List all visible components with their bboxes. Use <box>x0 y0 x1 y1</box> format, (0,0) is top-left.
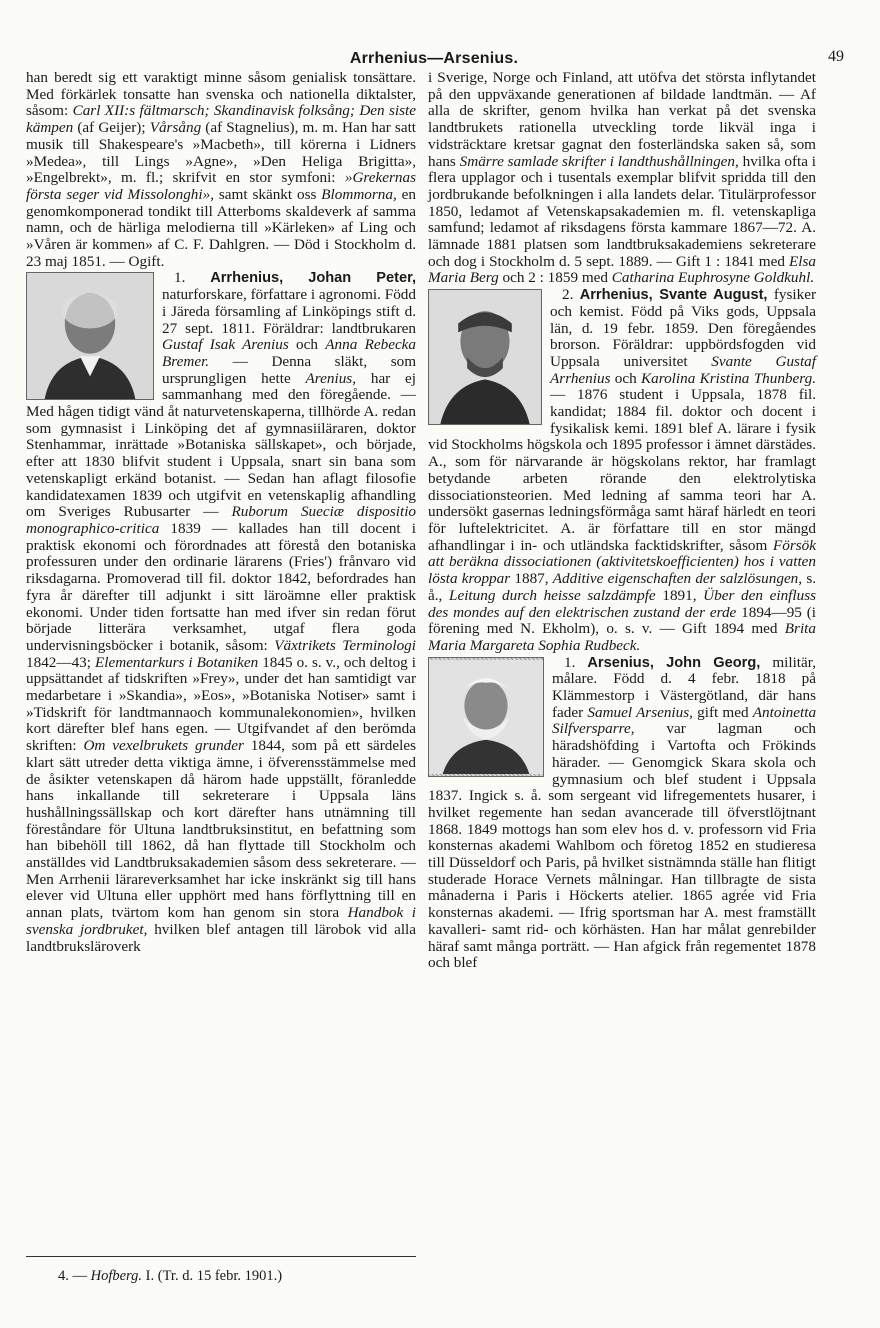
page-number: 49 <box>828 48 844 65</box>
entry-arrhenius-svante-august: 2. Arrhenius, Svante August, fysiker och kemist. Född på Viks gods, Uppsala län, d. 19 febr. 1859. Den föregåendes brorson. Föräldrar: uppbördsfogden vid Uppsala universitet Svante Gustaf Arrhenius och Karolina Kristina Thunberg. — 1876 student i Uppsala, 1878 fil. kandidat; 1884 fil. doktor och docent i fysikalisk kemi. 1891 blef A. lärare i fysik vid Stockholms högskola och 1895 professor i ämnet därstädes. A., som för närvarande är högskolans rektor, har framlagt betydande arbeten rörande den elektrolytiska dissociationsteorien. Med ledning af samma teori har A. undersökt gasernas ledningsförmåga samt häraf härledt en teori för luftelektricitet. A. är författare till en stor mängd afhandlingar i in- och utländska facktidskrifter, såsom Försök att beräkna dissociationen (aktivitetskoefficienten) hos i vatten lösta kroppar 1887, Additive eigenschaften der salzlösungen, s. å., Leitung durch heisse salzdämpfe 1891, Über den einfluss des mondes auf den elektrischen zustand der erde 1894—95 (i förening med N. Ekholm), o. s. v. — Gift 1894 med Brita Maria Margareta Sophia Rudbeck. <box>428 286 817 654</box>
footer-rule <box>26 1256 416 1257</box>
printer-signature: 4. — Hofberg. I. (Tr. d. 15 febr. 1901.) <box>58 1268 283 1284</box>
portrait-man-icon <box>429 658 543 776</box>
entry-arrhenius-johan-peter: 1. Arrhenius, Johan Peter, naturforskare, författare i agronomi. Född i Järeda församling af Linköpings stift d. 27 sept. 1811. Föräldrar: landtbrukaren Gustaf Isak Arenius och Anna Rebecka Bremer. — Denna släkt, som ursprungligen hette Arenius, har ej sammanhang med den föregående. — Med hågen tidigt vänd åt naturvetenskaperna, tillhörde A. redan som gymnasist i Linköping det af gymnasiiläraren, doktor Stenhammar, inrättade »Botaniska sällskapet», och började, efter att 1830 blifvit student i Uppsala, snart sin bana som vetenskapligt erkänd botanist. — Sedan han aflagt filosofie kandidatexamen 1839 och utgifvit en vetenskaplig afhandling om Sveriges Rubusarter — Ruborum Sueciæ dispositio monographico-critica 1839 — kallades han till docent i praktisk ekonomi och förordnades att förestå den botaniska professuren under den ordinarie lärarens (Fries') frånvaro vid riksdagarna. Promoverad till fil. doktor 1842, befordrades han fyra år därefter till adjunkt i sitt läroämne eller praktisk ekonomi. Under tiden fortsatte han med ifver sin redan förut började litterära verksamhet, utgaf flera goda undervisningsböcker i botanik, såsom: Växtrikets Terminologi 1842—43; Elementarkurs i Botaniken 1845 o. s. v., och deltog i uppsättandet af tidskriften »Frey», under det han samtidigt var medarbetare i »Skandia», »Eos», »Botaniska Notiser» samt i »Tidskrift för landtmannaoch kommunalekonomien», hvilken kort därefter blef hans egen. — Utgifvandet af den berömda skriften: Om vexelbrukets grunder 1844, som på ett särdeles klart sätt utreder detta viktiga ämne, i öfverensstämmelse med de åsikter vetenskapen då härom hade uppställt, föranledde hans inkallande till sekreterare i Uppsala läns hushållningssällskap och kort därefter hans utnämning till föreståndare för Ultuna landtbruksinstitut, en befattning som han bibehöll till 1862, då han flyttade till Stockholm och anställdes vid Landtbruksakademien såsom dess sekreterare. — Men Arrhenii lärareverksamhet har icke inskränkt sig till hans elever vid Ultuna eller upphört med hans förflyttning till en annan plats, tvärtom kom han genom sin stora Handbok i svenska jordbruket, hvilken blef antagen till lärobok vid alla landtbruksläroverk <box>26 269 417 955</box>
right-paragraph-continuation: i Sverige, Norge och Finland, att utöfva det största inflytandet på den uppväxande generationen af bildade landtmän. — Af alla de skrifter, genom hvilka han verkat på det svenska landtbrukets rationella utveckling torde likväl inga i vidsträcktare kretsar gagnat den fosterländska saken så, som hans Smärre samlade skrifter i landthushållningen, hvilka ofta i flera upplagor och i tusentals exemplar blifvit spridda till den jordbrukande befolkningen i alla landets delar. Titulärprofessor 1850, ledamot af Vetenskapsakademien m. fl. vetenskapliga samfund; ledamot af riksdagens första kammare 1867—72. A. lämnade 1881 platsen som landtbruksakademiens sekreterare och dog i Stockholm d. 5 sept. 1889. — Gift 1 : 1841 med Elsa Maria Berg och 2 : 1859 med Catharina Euphrosyne Goldkuhl. <box>428 69 817 287</box>
page-header <box>24 40 844 68</box>
left-column <box>26 70 416 955</box>
left-paragraph-continuation: han beredt sig ett varaktigt minne såsom genialisk tonsättare. Med förkärlek tonsatte han svenska och nationella diktalster, såsom: Carl XII:s fältmarsch; Skandinavisk folksång; Den siste kämpen (af Geijer); Vårsång (af Stagnelius), m. m. Han har satt musik till Shakespeare's »Macbeth», till körerna i Lidners »Medea», till Lings »Agne», »Den Heliga Brigitta», »Engelbrekt», m. fl.; skrifvit en stor symfoni: »Grekernas första seger vid Missolonghi», samt skänkt oss Blommorna, en genomkomponerad tondikt till Atterboms skaldeverk af samma namn, och de härliga melodierna till »Kärleken» af Ling och »Våren är kommen» af C. F. Dahlgren. — Död i Stockholm d. 23 maj 1851. — Ogift. <box>26 69 417 270</box>
entry-heading: Arrhenius, Johan Peter, <box>210 270 417 287</box>
portrait-man-icon <box>27 273 153 399</box>
running-title: Arrhenius—Arsenius. <box>349 50 519 67</box>
portrait-image <box>428 289 542 425</box>
right-column <box>428 70 816 972</box>
entry-heading: Arsenius, John Georg, <box>587 654 761 671</box>
entry-heading: Arrhenius, Svante August, <box>579 287 768 304</box>
portrait-man-icon <box>429 290 541 424</box>
portrait-image <box>26 272 154 400</box>
entry-arsenius-john-georg: 1. Arsenius, John Georg, militär, målare. Född d. 4 febr. 1818 på Klämmestorp i Västergötland, där hans fader Samuel Arsenius, gift med Antoinetta Silfversparre, var lagman och häradshöfding i Vartofta och Frökinds härader. — Genomgick Skara skola och gymnasium och blef student i Uppsala 1837. Ingick s. å. som sergeant vid lifregementets husarer, i hvilket regemente han sedan avancerade till öfverstlöjtnant 1868. 1849 mottogs han som elev hos d. v. professorn vid Fria konsternas akademi Wahlbom och företog 1852 en studieresa till Düsseldorf och Paris, på hvilket sistnämnda ställe han flitigt studerade Horace Vernets målningar. Han tillbragte de sista månaderna i Paris i Höckerts atelier. 1865 agrée vid Fria konsternas akademi. — Ifrig sportsman har A. mest framställt kavalleri- samt rid- och körhästen. Han har målat genrebilder häraf samt många porträtt. — Han afgick från regementet 1878 och blef <box>428 653 817 972</box>
portrait-image <box>428 657 544 777</box>
